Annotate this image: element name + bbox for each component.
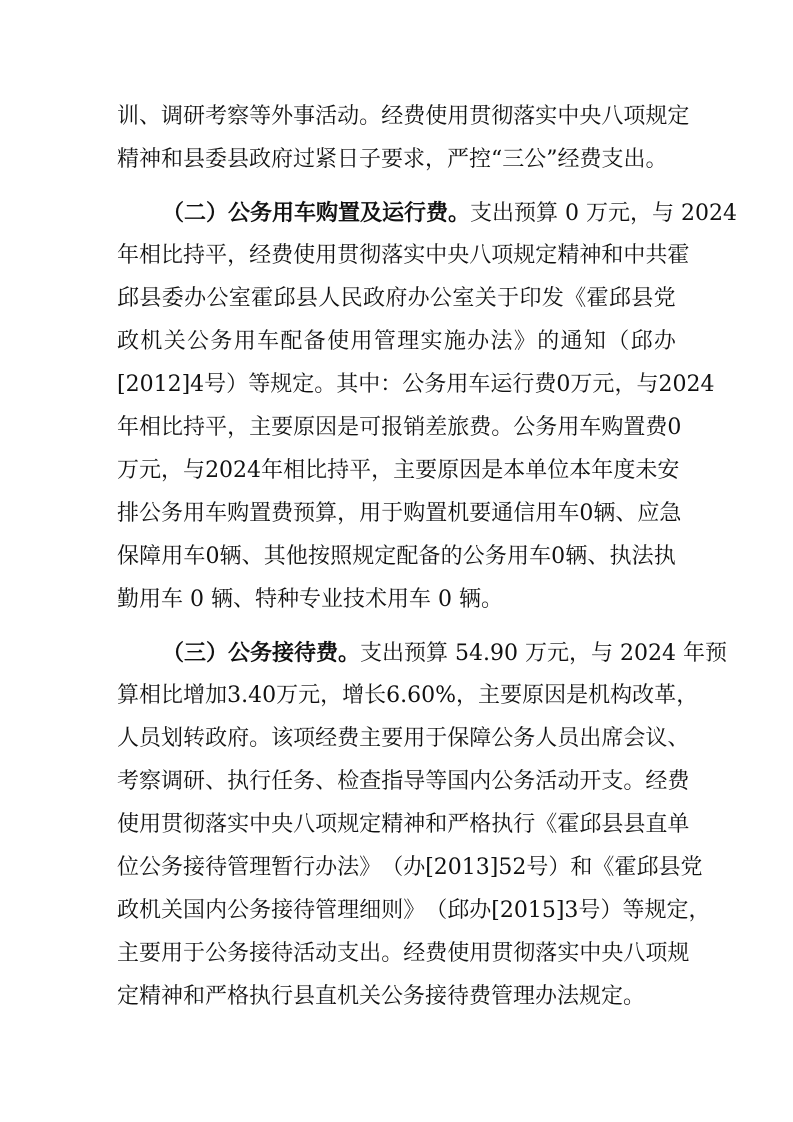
text-line: 人 员 划 转 政 府 。 该 项 经 费 主 要 用 于 保 障 公 务 人 员 出 席 会 议 、 [117,726,690,751]
text-line: 训 、 调 研 考 察 等 外 事 活 动 。 经 费 使 用 贯 彻 落 实 中 央 八 项 规 定 [117,104,690,129]
text-line: 年 相 比 持 平 ， 主 要 原 因 是 可 报 销 差 旅 费 。 公 务 用 车 购 置 费 0 [117,415,682,440]
text-line: 算 相 比 增 加 3.40 万 元 ， 增 长 6.60% ， 主 要 原 因 是 机 构 改 革 ， [117,683,699,708]
text-line: 政 机 关 公 务 用 车 配 备 使 用 管 理 实 施 办 法 》 的 通 知 （ 邱 办 [117,329,676,354]
paragraph-heading-line [0,638,793,669]
heading-line-text: 支出预算 54.90 万元，与 2024 年预 [360,641,727,666]
text-line: 使 用 贯 彻 落 实 中 央 八 项 规 定 精 神 和 严 格 执 行 《 霍 邱 县 县 直 单 [117,812,690,837]
section-heading: （三）公务接待费。 [162,640,361,666]
text-line: 勤用车 0 辆、特种专业技术用车 0 辆。 [117,587,503,612]
text-line: 精神和县委县政府过紧日子要求，严控“三公”经费支出。 [117,147,668,172]
text-line: 保 障 用 车 0 辆 、 其 他 按 照 规 定 配 备 的 公 务 用 车 0 辆 、 执 法 执 [117,544,676,569]
text-line: 定精神和严格执行县直机关公务接待费管理办法规定。 [117,984,646,1009]
heading-line-text: 支出预算 0 万元，与 2024 [470,201,737,226]
text-line: 年 相 比 持 平 ， 经 费 使 用 贯 彻 落 实 中 央 八 项 规 定 精 神 和 中 共 霍 [117,243,690,268]
paragraph-heading-line [0,198,793,229]
section-heading: （二）公务用车购置及运行费。 [162,200,471,226]
text-line: 位 公 务 接 待 管 理 暂 行 办 法 》 （ 办 [2013]52 号 ） 和 《 霍 邱 县 党 [117,855,703,880]
text-line: [2012]4 号 ） 等 规 定 。 其 中 ： 公 务 用 车 运 行 费 0 万 元 ， 与 2024 [117,372,715,397]
text-line: 排 公 务 用 车 购 置 费 预 算 ， 用 于 购 置 机 要 通 信 用 车 0 辆 、 应 急 [117,501,682,526]
text-line: 万 元 ， 与 2024 年 相 比 持 平 ， 主 要 原 因 是 本 单 位 本 年 度 未 安 [117,458,680,483]
text-line: 主 要 用 于 公 务 接 待 活 动 支 出 。 经 费 使 用 贯 彻 落 实 中 央 八 项 规 [117,941,690,966]
text-line: 考 察 调 研 、 执 行 任 务 、 检 查 指 导 等 国 内 公 务 活 动 开 支 。 经 费 [117,769,690,794]
text-line: 政 机 关 国 内 公 务 接 待 管 理 细 则 》 （ 邱 办 [2015]3 号 ） 等 规 定 ， [117,898,711,923]
text-line: 邱 县 委 办 公 室 霍 邱 县 人 民 政 府 办 公 室 关 于 印 发 《 霍 邱 县 党 [117,286,676,311]
